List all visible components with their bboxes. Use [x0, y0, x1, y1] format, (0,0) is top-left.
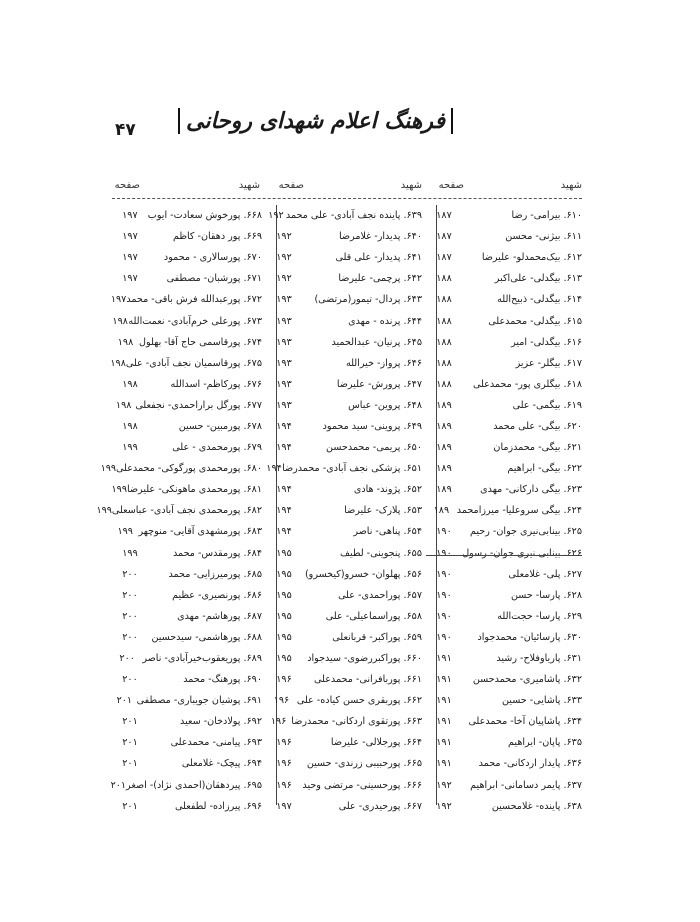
martyr-name: ۶۱۳. بیگدلی- علی‌اکبر	[494, 273, 582, 285]
col2-name-header: شهید	[400, 180, 422, 191]
index-row	[266, 711, 422, 732]
page-ref: ۱۹۷	[122, 231, 138, 243]
martyr-name: ۶۸۰. پورمحمدی پورگوکی- محمدعلی	[116, 463, 262, 475]
page-ref: ۱۹۰	[436, 547, 452, 559]
page-ref: ۱۹۴	[276, 505, 292, 517]
index-row	[112, 479, 262, 500]
martyr-name: ۶۴۲. پرچمی- علیرضا	[338, 273, 422, 285]
martyr-name: ۶۵۵. پنجوینی- لطیف	[340, 547, 422, 559]
index-row	[426, 606, 582, 627]
martyr-name: ۶۴۳. پردال- تیمور(مرتضی)	[314, 294, 422, 306]
index-row	[266, 753, 422, 774]
index-row	[112, 775, 262, 796]
index-row	[266, 585, 422, 606]
martyr-name: ۶۹۶. پیرزاده- لطفعلی	[175, 800, 262, 812]
page-ref: ۱۹۸	[115, 399, 132, 411]
column-3	[96, 205, 262, 812]
page-ref: ۱۹۵	[276, 631, 292, 643]
martyr-name: ۶۵۷. پوراحمدی- علی	[338, 589, 422, 601]
martyr-name: ۶۴۹. پروینی- سید محمود	[322, 420, 422, 432]
martyr-name: ۶۴۷. پرورش- علیرضا	[336, 378, 422, 390]
martyr-name: ۶۸۸. پورهاشمی- سیدحسین	[151, 631, 262, 643]
index-row	[426, 669, 582, 690]
page-ref: ۱۹۵	[276, 568, 292, 580]
martyr-name: ۶۱۲. بیک‌محمدلو- علیرضا	[481, 252, 582, 264]
martyr-name: ۶۱۷. بیگلر- عزیز	[515, 357, 582, 369]
index-row	[112, 310, 262, 331]
page-ref: ۱۹۱	[436, 674, 452, 686]
index-row	[112, 416, 262, 437]
page-ref: ۱۹۲	[436, 779, 452, 791]
index-row	[426, 395, 582, 416]
page-ref: ۱۹۰	[436, 568, 452, 580]
index-row	[112, 395, 262, 416]
martyr-name: ۶۳۵. پاپان- ابراهیم	[508, 737, 582, 749]
index-row	[426, 753, 582, 774]
martyr-name: ۶۱۹. بیگمی- علی	[512, 399, 582, 411]
index-row	[426, 500, 582, 521]
index-row	[426, 437, 582, 458]
page-ref: ۱۸۸	[436, 273, 452, 285]
index-row	[112, 332, 262, 353]
page-ref: ۱۹۴	[276, 484, 292, 496]
martyr-name: ۶۷۹. پورمحمدی - علی	[172, 442, 262, 454]
index-row	[112, 521, 262, 542]
index-row	[266, 543, 422, 564]
page-ref: ۱۹۴	[276, 420, 292, 432]
martyr-name: ۶۸۳. پورمشهدی آقایی- منوچهر	[138, 526, 262, 538]
index-row	[426, 543, 582, 564]
index-row	[266, 627, 422, 648]
page-ref: ۱۹۶	[273, 695, 290, 707]
page-ref: ۱۸۸	[436, 357, 452, 369]
index-row	[96, 500, 262, 521]
martyr-name: ۶۱۴. بیگدلی- ذبیح‌الله	[497, 294, 582, 306]
martyr-name: ۶۱۰. بیرامی- رضا	[511, 210, 582, 222]
col3-page-header: صفحه	[114, 180, 140, 191]
index-row	[266, 606, 422, 627]
page-ref: ۲۰۰	[122, 610, 138, 622]
running-header	[172, 108, 459, 134]
index-row	[112, 796, 262, 817]
page-ref: ۱۹۷	[122, 210, 138, 222]
martyr-name: ۶۷۷. پورگل براراحمدی- نجفعلی	[135, 399, 262, 411]
index-row	[112, 606, 262, 627]
page-ref: ۱۸۷	[436, 231, 452, 243]
martyr-name: ۶۵۹. پوراکبر- قربانعلی	[332, 631, 422, 643]
index-row	[266, 521, 422, 542]
index-row	[426, 458, 582, 479]
page-ref: ۱۹۰	[436, 631, 452, 643]
index-row	[266, 732, 422, 753]
page-ref: ۱۹۲	[276, 231, 292, 243]
page-ref: ۲۰۱	[122, 716, 138, 728]
index-row	[266, 353, 422, 374]
martyr-name: ۶۷۱. پورشبان- مصطفی	[166, 273, 262, 285]
index-row	[112, 753, 262, 774]
martyr-name: ۶۶۴. پورجلالی- علیرضا	[330, 737, 422, 749]
martyr-name: ۶۶۷. پورحیدری- علی	[338, 800, 422, 812]
page-ref: ۱۹۰	[436, 526, 452, 538]
page-ref: ۲۰۱	[122, 737, 138, 749]
page-ref: ۱۹۵	[276, 589, 292, 601]
index-row	[266, 289, 422, 310]
page-number: ۴۷	[115, 120, 136, 140]
index-row	[112, 205, 262, 226]
page-ref: ۱۹۶	[276, 737, 292, 749]
martyr-name: ۶۸۴. پورمقدس- محمد	[173, 547, 262, 559]
page-ref: ۱۹۲	[276, 252, 292, 264]
index-row	[112, 648, 262, 669]
martyr-name: ۶۳۹. پاینده نجف آبادی- علی محمد	[285, 210, 422, 222]
martyr-name: ۶۸۵. پورمیرزایی- محمد	[168, 568, 262, 580]
index-row	[426, 648, 582, 669]
martyr-name: ۶۴۶. پرواز- خیرالله	[345, 357, 422, 369]
index-row	[266, 395, 422, 416]
martyr-name: ۶۳۸. پاینده- غلامحسین	[491, 800, 582, 812]
martyr-name: ۶۱۶. بیگدلی- امیر	[511, 336, 582, 348]
index-row	[426, 521, 582, 542]
page-ref: ۱۹۷	[276, 800, 292, 812]
martyr-name: ۶۴۵. پرنیان- عبدالحمید	[331, 336, 422, 348]
title-bar-right	[451, 108, 453, 134]
index-row	[112, 247, 262, 268]
page-ref: ۱۹۹	[96, 505, 112, 517]
index-row	[426, 796, 582, 817]
index-row	[266, 226, 422, 247]
martyr-name: ۶۷۰. پورسالاری - محمود	[163, 252, 262, 264]
page-ref: ۲۰۰	[119, 653, 135, 665]
page-ref: ۱۹۳	[276, 315, 292, 327]
index-row	[112, 690, 262, 711]
martyr-name: ۶۲۷. پلی- غلامعلی	[508, 568, 582, 580]
page-ref: ۱۹۷	[110, 294, 127, 306]
index-row	[426, 711, 582, 732]
index-row	[266, 669, 422, 690]
martyr-name: ۶۳۷. پایمر دسامانی- ابراهیم	[470, 779, 582, 791]
page-ref: ۱۹۱	[436, 716, 452, 728]
col1-name-header: شهید	[560, 180, 582, 191]
page-ref: ۱۹۸	[117, 336, 134, 348]
martyr-name: ۶۴۴. پرنده - مهدی	[348, 315, 422, 327]
index-row	[112, 353, 262, 374]
index-row	[426, 627, 582, 648]
martyr-name: ۶۸۶. پورنصیری- عظیم	[172, 589, 262, 601]
index-row	[112, 543, 262, 564]
martyr-name: ۶۵۱. پزشکی نجف آبادی- محمدرضا	[282, 463, 422, 475]
index-row	[426, 690, 582, 711]
martyr-name: ۶۶۲. پوربقری حسن کیاده- علی	[296, 695, 422, 707]
page-ref: ۲۰۰	[122, 631, 138, 643]
index-row	[266, 458, 422, 479]
martyr-name: ۶۲۴. بیگی سروعلیا- میرزامحمد	[456, 505, 582, 517]
page-ref: ۱۹۳	[276, 399, 292, 411]
column-1	[426, 205, 582, 812]
index-row	[266, 796, 422, 817]
page-ref: ۱۹۲	[276, 273, 292, 285]
page-ref: ۱۹۹	[122, 547, 138, 559]
index-row	[266, 564, 422, 585]
index-row	[426, 374, 582, 395]
page-ref: ۱۹۳	[276, 294, 292, 306]
page-ref: ۱۹۴	[266, 463, 282, 475]
martyr-name: ۶۶۶. پورحسینی- مرتضی وحید	[302, 779, 422, 791]
page-ref: ۱۹۷	[122, 273, 138, 285]
page-ref: ۱۹۶	[276, 674, 292, 686]
page-ref: ۱۸۹	[436, 420, 452, 432]
martyr-name: ۶۱۵. بیگدلی- محمدعلی	[488, 315, 582, 327]
index-row	[112, 564, 262, 585]
header-rule	[112, 198, 582, 199]
martyr-name: ۶۶۸. پورخوش سعادت- ایوب	[147, 210, 262, 222]
page-ref: ۱۸۹	[436, 442, 452, 454]
martyr-name: ۶۴۸. پروین- عباس	[348, 399, 422, 411]
martyr-name: ۶۲۲. بیگی- ابراهیم	[507, 463, 582, 475]
page-ref: ۲۰۰	[122, 568, 138, 580]
martyr-name: ۶۳۳. پاشایی- حسین	[502, 695, 582, 707]
martyr-name: ۶۶۳. پورتقوی اردکانی- محمدرضا	[291, 716, 422, 728]
martyr-name: ۶۷۳. پورعلی خرم‌آبادی- نعمت‌الله	[128, 315, 262, 327]
page-ref: ۱۹۱	[436, 737, 452, 749]
martyr-name: ۶۸۹. پوریعقوب‌خیرآبادی- ناصر	[142, 653, 262, 665]
martyr-name: ۶۲۹. پارسا- حجت‌الله	[497, 610, 582, 622]
martyr-name: ۶۱۱. بیژنی- محسن	[505, 231, 582, 243]
index-row	[266, 479, 422, 500]
martyr-name: ۶۳۲. پاشامیری- محمدحسن	[472, 674, 582, 686]
page-ref: ۱۹۹	[117, 526, 133, 538]
index-row	[266, 775, 422, 796]
book-title: فرهنگ اعلام شهدای روحانی	[186, 108, 446, 134]
martyr-name: ۶۷۴. پورقاسمی حاج آقا- بهلول	[139, 336, 262, 348]
page-ref: ۱۸۷	[436, 210, 452, 222]
martyr-name: ۶۵۶. پهلوان- خسرو(کیخسرو)	[304, 568, 422, 580]
martyrs-index-table	[96, 205, 582, 812]
page-ref: ۱۹۲	[436, 800, 452, 812]
martyr-name: ۶۳۶. پایدار اردکانی- محمد	[478, 758, 582, 770]
page-ref: ۲۰۰	[122, 589, 138, 601]
index-row	[426, 247, 582, 268]
column-2	[266, 205, 422, 812]
page-ref: ۱۹۶	[270, 716, 287, 728]
group-separator	[426, 555, 582, 556]
index-row	[266, 648, 422, 669]
index-row	[426, 353, 582, 374]
page-ref: ۱۹۵	[276, 653, 292, 665]
index-row	[426, 226, 582, 247]
page-ref: ۱۹۹	[100, 463, 117, 475]
page-ref: ۱۹۱	[436, 695, 452, 707]
martyr-name: ۶۳۴. پاشاپیان آخا- محمدعلی	[468, 716, 582, 728]
page-ref: ۱۹۳	[276, 336, 292, 348]
martyr-name: ۶۲۱. بیگی- محمدزمان	[493, 442, 582, 454]
martyr-name: ۶۴۱. پدیدار- علی قلی	[335, 252, 422, 264]
index-row	[266, 332, 422, 353]
col1-page-header: صفحه	[438, 180, 464, 191]
martyr-name: ۶۷۲. پورعبدالله فرش باقی- محمد	[126, 294, 262, 306]
index-row	[426, 479, 582, 500]
index-row	[426, 416, 582, 437]
page-ref: ۱۹۳	[276, 378, 292, 390]
page-ref: ۱۹۷	[122, 252, 138, 264]
martyr-name: ۶۶۵. پورحبیبی زرندی- حسین	[306, 758, 422, 770]
index-row	[266, 205, 422, 226]
index-row	[266, 310, 422, 331]
martyr-name: ۶۵۲. پژوند- هادی	[353, 484, 422, 496]
index-row	[426, 332, 582, 353]
martyr-name: ۶۸۲. پورمحمدی نجف آبادی- عباسعلی	[111, 505, 262, 517]
martyr-name: ۶۱۸. بیگلری پور- محمدعلی	[472, 378, 582, 390]
index-row	[112, 627, 262, 648]
index-row	[112, 732, 262, 753]
martyr-name: ۶۵۳. پلارک- علیرضا	[344, 505, 422, 517]
index-row	[112, 289, 262, 310]
index-row	[266, 437, 422, 458]
page-ref: ۱۹۸	[122, 378, 138, 390]
index-row	[266, 247, 422, 268]
page-ref: ۱۹۱	[436, 758, 452, 770]
martyr-name: ۶۲۵. بینابی‌نیری جوان- رحیم	[470, 526, 582, 538]
title-bar-left	[178, 108, 180, 134]
martyr-name: ۶۳۱. پاریاوفلاح- رشید	[496, 653, 582, 665]
col3-name-header: شهید	[238, 180, 260, 191]
index-row	[112, 669, 262, 690]
page-ref: ۱۹۰	[436, 589, 452, 601]
index-row	[426, 775, 582, 796]
martyr-name: ۶۶۱. پوربافرانی- محمدعلی	[314, 674, 422, 686]
index-row	[426, 205, 582, 226]
page-ref: ۱۹۶	[276, 779, 292, 791]
page-ref: ۱۸۷	[436, 252, 452, 264]
page-ref: ۱۹۹	[111, 484, 127, 496]
martyr-name: ۶۹۱. پوشیان جویباری- مصطفی	[136, 695, 262, 707]
index-row	[112, 374, 262, 395]
index-row	[112, 585, 262, 606]
page-ref: ۱۹۴	[276, 442, 292, 454]
page-ref: ۱۹۶	[276, 758, 292, 770]
page-ref: ۱۸۹	[436, 463, 452, 475]
index-row	[266, 500, 422, 521]
page-ref: ۱۸۹	[433, 505, 450, 517]
martyr-name: ۶۲۶. بینابی نیری جوان- رسول	[462, 547, 582, 559]
martyr-name: ۶۲۳. بیگی دارکانی- مهدی	[480, 484, 582, 496]
index-row	[266, 374, 422, 395]
martyr-name: ۶۲۸. پارسا- حسن	[510, 589, 582, 601]
martyr-name: ۶۶۹. پور دهقان- کاظم	[172, 231, 262, 243]
index-row	[426, 564, 582, 585]
martyr-name: ۶۵۰. پریمی- محمدحسن	[326, 442, 422, 454]
index-row	[426, 268, 582, 289]
index-row	[112, 268, 262, 289]
martyr-name: ۶۹۲. پولادخان- سعید	[180, 716, 262, 728]
col2-page-header: صفحه	[278, 180, 304, 191]
page-ref: ۲۰۰	[122, 674, 138, 686]
martyr-name: ۶۷۶. پورکاظم- اسدالله	[170, 378, 262, 390]
martyr-name: ۶۹۳. پیامنی- محمدعلی	[170, 737, 262, 749]
martyr-name: ۶۷۸. پورمبین- حسین	[178, 420, 262, 432]
page-ref: ۱۹۰	[436, 610, 452, 622]
page-ref: ۱۹۵	[276, 610, 292, 622]
page-ref: ۱۹۲	[268, 210, 284, 222]
martyr-name: ۶۲۰. بیگی- علی محمد	[493, 420, 582, 432]
martyr-name: ۶۷۵. پورقاسمیان نجف آبادی- علی	[125, 357, 262, 369]
index-row	[266, 690, 422, 711]
page-ref: ۱۹۸	[110, 357, 126, 369]
martyr-name: ۶۸۷. پورهاشم- مهدی	[177, 610, 262, 622]
index-row	[112, 437, 262, 458]
martyr-name: ۶۹۰. پورهنگ- محمد	[183, 674, 262, 686]
index-row	[426, 732, 582, 753]
page-ref: ۲۰۱	[116, 695, 133, 707]
page-ref: ۱۹۹	[122, 442, 138, 454]
page-ref: ۱۸۸	[436, 378, 452, 390]
page-ref: ۲۰۱	[122, 800, 138, 812]
martyr-name: ۶۵۴. پناهی- ناصر	[353, 526, 422, 538]
martyr-name: ۶۵۸. پوراسماعیلی- علی	[325, 610, 422, 622]
page-ref: ۱۸۸	[436, 336, 452, 348]
page-ref: ۱۸۸	[436, 294, 452, 306]
index-row	[100, 458, 262, 479]
martyr-name: ۶۸۱. پورمحمدی ماهونکی- علیرضا	[126, 484, 262, 496]
page-ref: ۱۹۸	[122, 420, 138, 432]
page-ref: ۱۹۳	[276, 357, 292, 369]
index-row	[112, 711, 262, 732]
page-ref: ۲۰۱	[122, 758, 138, 770]
index-row	[426, 310, 582, 331]
page-ref: ۱۹۸	[112, 315, 128, 327]
page-ref: ۱۸۸	[436, 315, 452, 327]
index-row	[426, 585, 582, 606]
page-ref: ۱۸۹	[436, 399, 452, 411]
page-ref: ۱۸۹	[436, 484, 452, 496]
martyr-name: ۶۴۰. پدیدار- غلامرضا	[338, 231, 422, 243]
index-row	[426, 289, 582, 310]
martyr-name: ۶۹۴. پیچک- غلامعلی	[181, 758, 262, 770]
martyr-name: ۶۹۵. پیردهقان(احمدی نژاد)- اصغر	[126, 779, 262, 791]
index-row	[112, 226, 262, 247]
index-row	[266, 268, 422, 289]
page-ref: ۲۰۱	[110, 779, 127, 791]
page-ref: ۱۹۴	[276, 526, 292, 538]
index-row	[266, 416, 422, 437]
martyr-name: ۶۳۰. پارسائیان- محمدجواد	[477, 631, 582, 643]
page-ref: ۱۹۵	[276, 547, 292, 559]
martyr-name: ۶۶۰. پوراکبررضوی- سیدجواد	[307, 653, 422, 665]
page-ref: ۱۹۱	[436, 653, 452, 665]
